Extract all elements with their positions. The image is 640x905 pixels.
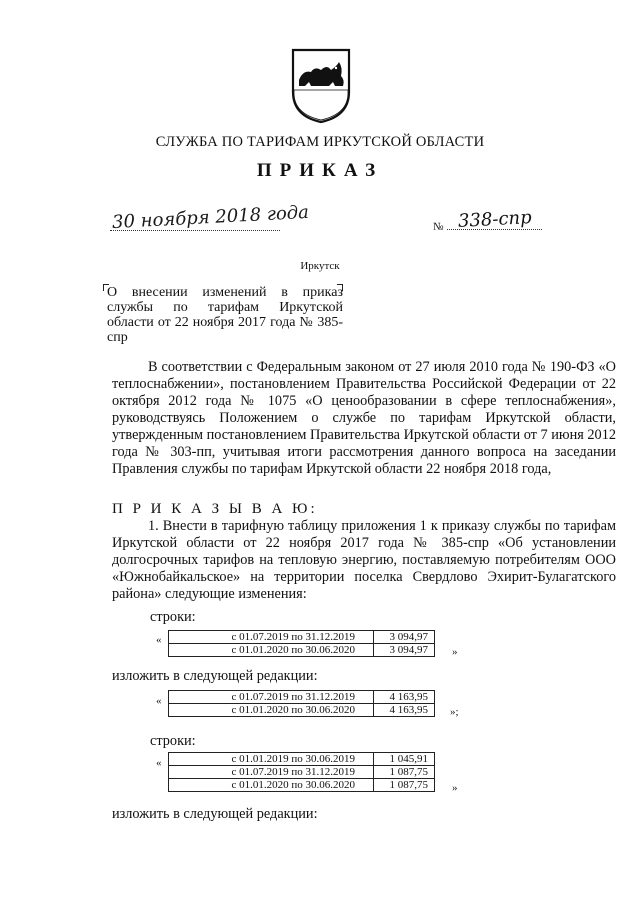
replace-label-2: изложить в следующей редакции: bbox=[112, 806, 318, 822]
period-cell: с 01.01.2020 по 30.06.2020 bbox=[169, 644, 374, 657]
table-row bbox=[169, 766, 435, 779]
table-2-close-quote: »; bbox=[450, 706, 459, 718]
table-3-open-quote: « bbox=[156, 757, 162, 769]
item-1-paragraph: 1. Внести в тарифную таблицу приложения 1 к приказу службы по тарифам Иркутской области от 22 ноября 2017 года № 385-спр «Об установлении долгосрочных тарифов на тепловую энергию, поставляемую потребителям ООО «Южнобайкальское» на территории поселка Свердлово Эхирит-Булагатского района» следующие изменения: bbox=[112, 518, 616, 602]
table-row bbox=[169, 704, 435, 717]
date-underline bbox=[110, 230, 280, 231]
order-subject: О внесении изменений в приказ службы по тарифам Иркутской области от 22 ноября 2017 года № 385-спр bbox=[107, 285, 343, 345]
tariff-table-1 bbox=[168, 630, 435, 657]
agency-name: СЛУЖБА ПО ТАРИФАМ ИРКУТСКОЙ ОБЛАСТИ bbox=[155, 134, 485, 150]
handwritten-date: 30 ноября 2018 года bbox=[111, 201, 310, 234]
value-cell: 3 094,97 bbox=[374, 631, 435, 644]
table-row bbox=[169, 691, 435, 704]
table-1-close-quote: » bbox=[452, 646, 458, 658]
period-cell: с 01.07.2019 по 31.12.2019 bbox=[169, 691, 374, 704]
tariff-table-2 bbox=[168, 690, 435, 717]
period-cell: с 01.07.2019 по 31.12.2019 bbox=[169, 766, 374, 779]
coat-of-arms-icon bbox=[289, 46, 353, 124]
period-cell: с 01.01.2020 по 30.06.2020 bbox=[169, 704, 374, 717]
period-cell: с 01.01.2019 по 30.06.2019 bbox=[169, 753, 374, 766]
tariff-table-3 bbox=[168, 752, 435, 792]
order-word: П Р И К А З Ы В А Ю: bbox=[112, 501, 318, 517]
table-row bbox=[169, 753, 435, 766]
document-title: ПРИКАЗ bbox=[256, 160, 384, 181]
number-underline bbox=[447, 229, 542, 230]
value-cell: 1 045,91 bbox=[374, 753, 435, 766]
value-cell: 3 094,97 bbox=[374, 644, 435, 657]
value-cell: 1 087,75 bbox=[374, 766, 435, 779]
table-3-close-quote: » bbox=[452, 782, 458, 794]
preamble-paragraph: В соответствии с Федеральным законом от 27 июля 2010 года № 190-ФЗ «О теплоснабжении», постановлением Правительства Российской Федерации от 22 октября 2012 года № 1075 «О ценообразовании в сфере теплоснабжения», руководствуясь Положением о службе по тарифам Иркутской области, утвержденным постановлением Правительства Иркутской области от 7 июня 2012 года № 303-пп, учитывая итоги рассмотрения данного вопроса на заседании Правления службы по тарифам Иркутской области 22 ноября 2018 года, bbox=[112, 359, 616, 477]
rows-label: строки: bbox=[150, 609, 196, 625]
value-cell: 4 163,95 bbox=[374, 691, 435, 704]
handwritten-number: 338-спр bbox=[457, 207, 533, 232]
table-row bbox=[169, 644, 435, 657]
table-row bbox=[169, 631, 435, 644]
period-cell: с 01.07.2019 по 31.12.2019 bbox=[169, 631, 374, 644]
city-name: Иркутск bbox=[300, 260, 340, 272]
replace-label: изложить в следующей редакции: bbox=[112, 668, 318, 684]
table-row bbox=[169, 779, 435, 792]
rows-label-2: строки: bbox=[150, 733, 196, 749]
period-cell: с 01.01.2020 по 30.06.2020 bbox=[169, 779, 374, 792]
table-1-open-quote: « bbox=[156, 634, 162, 646]
value-cell: 1 087,75 bbox=[374, 779, 435, 792]
number-sign: № bbox=[433, 221, 444, 233]
table-2-open-quote: « bbox=[156, 695, 162, 707]
value-cell: 4 163,95 bbox=[374, 704, 435, 717]
